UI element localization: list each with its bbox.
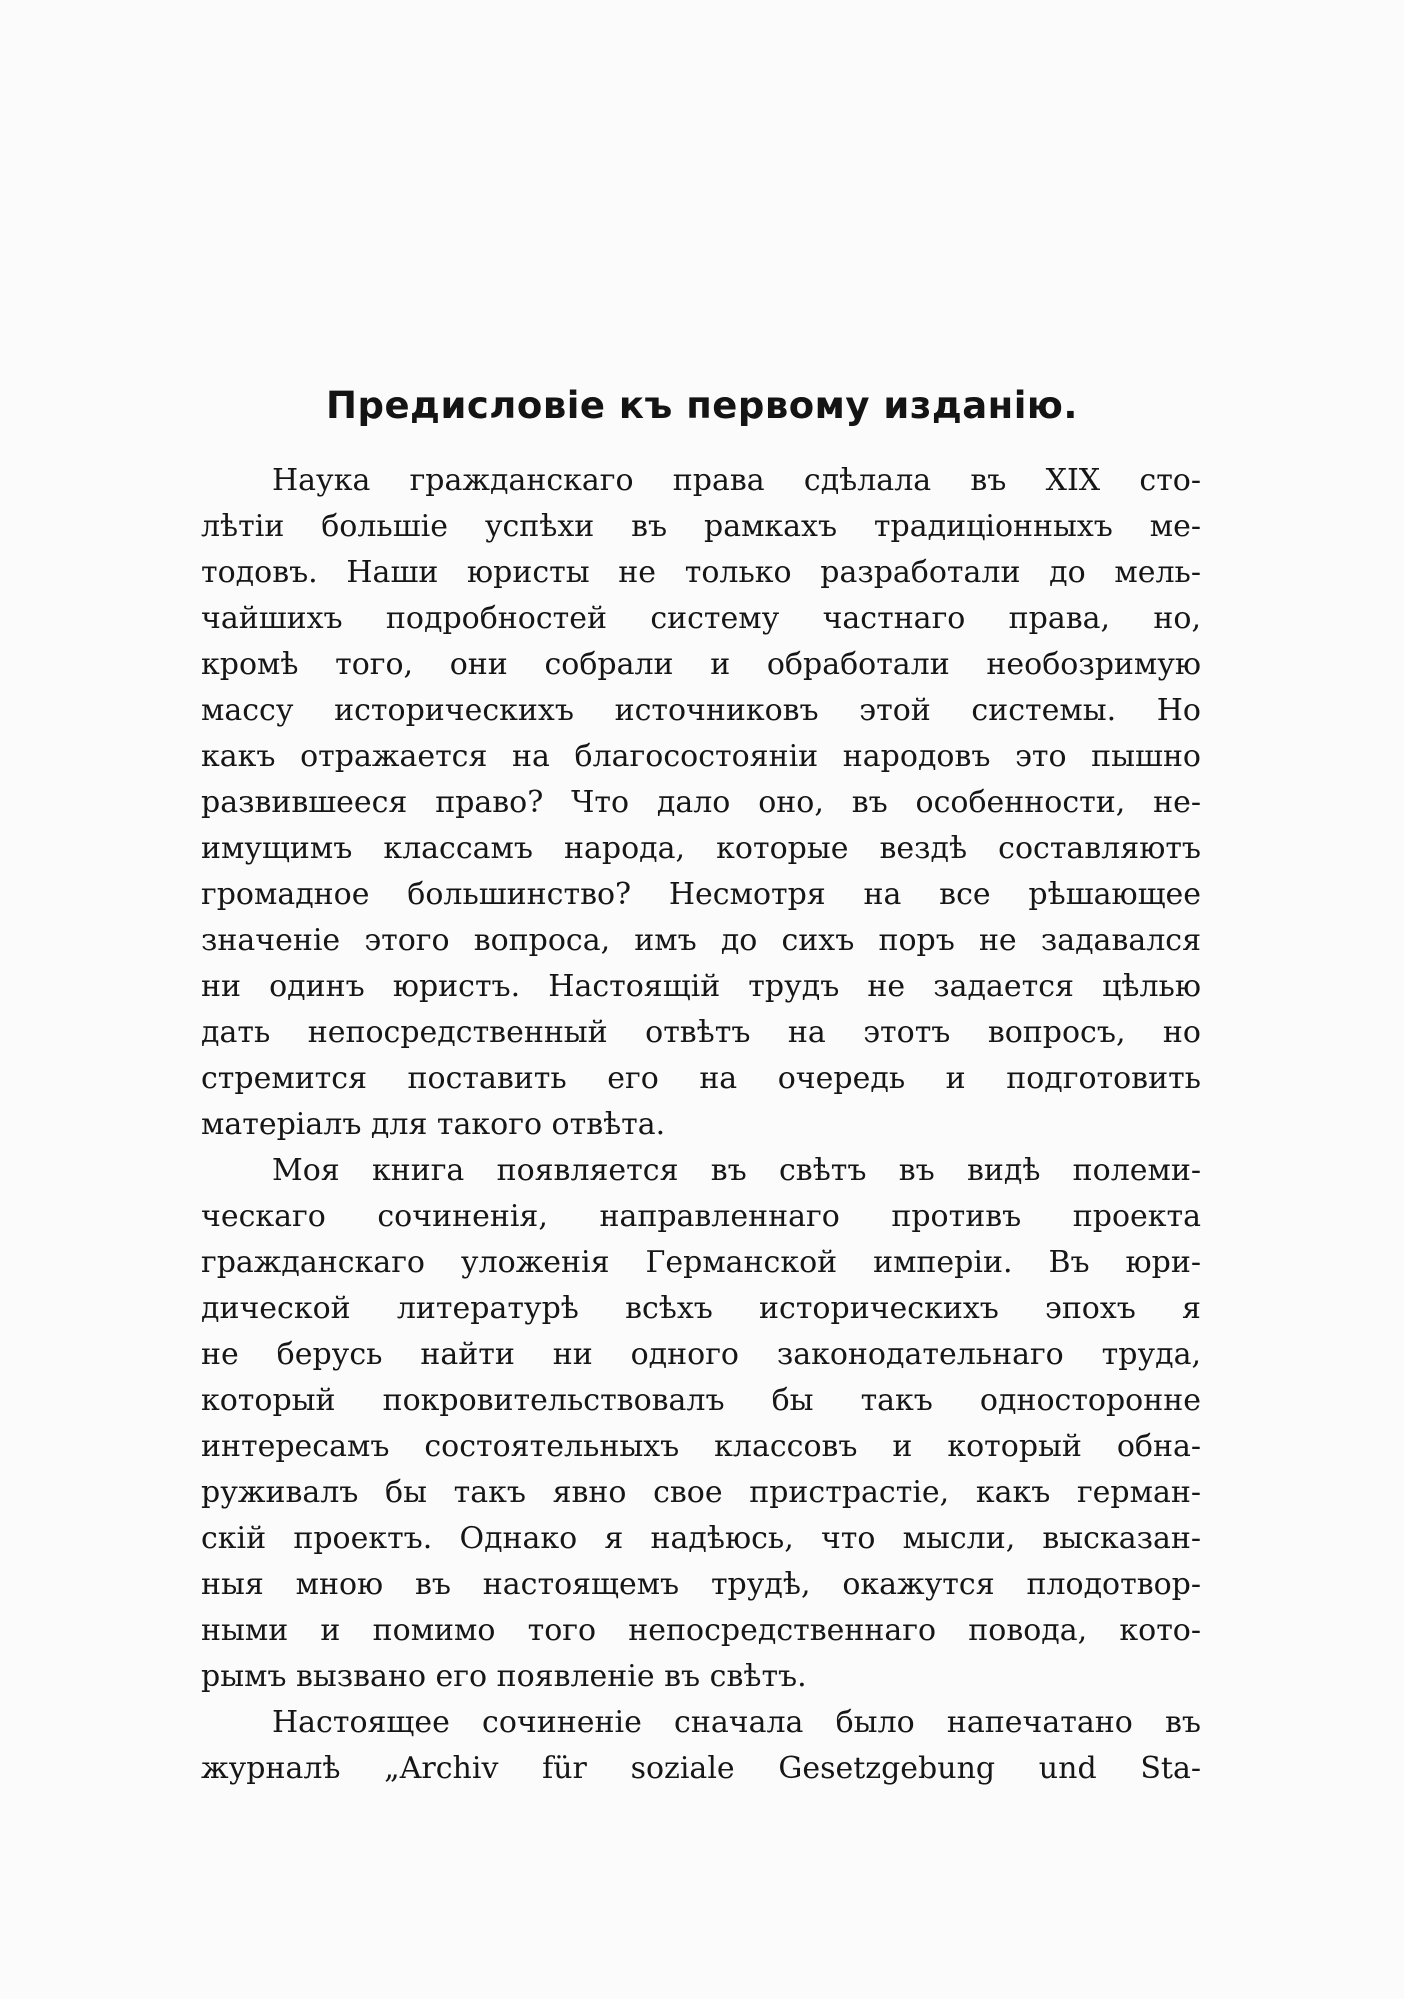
text-line: рымъ вызвано его появленіе въ свѣтъ. [201, 1659, 807, 1694]
paragraph-3 [201, 1700, 1201, 1792]
text-line: который покровительствовалъ бы такъ односторонне [201, 1383, 1201, 1418]
text-line: стремится поставить его на очередь и подготовить [201, 1061, 1201, 1096]
text-line: дать непосредственный отвѣтъ на этотъ вопросъ, но [201, 1015, 1201, 1050]
text-line: ческаго сочиненія, направленнаго противъ проекта [201, 1199, 1201, 1234]
text-line: журналѣ „Archiv für soziale Gesetzgebung und Sta- [201, 1751, 1201, 1786]
paragraph-1 [201, 458, 1201, 1148]
text-line: Наука гражданскаго права сдѣлала въ XIX сто- [272, 463, 1201, 498]
text-line: тодовъ. Наши юристы не только разработали до мель- [201, 555, 1201, 590]
text-line: не берусь найти ни одного законодательнаго труда, [201, 1337, 1201, 1372]
text-line: чайшихъ подробностей систему частнаго права, но, [201, 601, 1201, 636]
text-line: Настоящее сочиненіе сначала было напечатано въ [272, 1705, 1201, 1740]
text-line: гражданскаго уложенія Германской имперіи. Въ юри- [201, 1245, 1201, 1280]
text-line: скій проектъ. Однако я надѣюсь, что мысли, высказан- [201, 1521, 1201, 1556]
text-line: громадное большинство? Несмотря на все рѣшающее [201, 877, 1201, 912]
text-line: ными и помимо того непосредственнаго повода, кото- [201, 1613, 1201, 1648]
text-line: интересамъ состоятельныхъ классовъ и который обна- [201, 1429, 1201, 1464]
text-line: ныя мною въ настоящемъ трудѣ, окажутся плодотвор- [201, 1567, 1201, 1602]
text-line: лѣтіи большіе успѣхи въ рамкахъ традиціонныхъ ме- [201, 509, 1201, 544]
text-line: кромѣ того, они собрали и обработали необозримую [201, 647, 1201, 682]
page-title: Предисловіе къ первому изданію. [326, 384, 1078, 427]
text-line: какъ отражается на благосостояніи народовъ это пышно [201, 739, 1201, 774]
paragraph-2 [201, 1148, 1201, 1700]
text-line: дической литературѣ всѣхъ историческихъ эпохъ я [201, 1291, 1201, 1326]
text-line: матеріалъ для такого отвѣта. [201, 1107, 666, 1142]
text-line: массу историческихъ источниковъ этой системы. Но [201, 693, 1201, 728]
text-line: ни одинъ юристъ. Настоящій трудъ не задается цѣлью [201, 969, 1201, 1004]
text-line: Моя книга появляется въ свѣтъ въ видѣ полеми- [272, 1153, 1201, 1188]
text-line: развившееся право? Что дало оно, въ особенности, не- [201, 785, 1201, 820]
text-line: руживалъ бы такъ явно свое пристрастіе, какъ герман- [201, 1475, 1201, 1510]
body-text [201, 458, 1201, 1792]
text-line: имущимъ классамъ народа, которые вездѣ составляютъ [201, 831, 1201, 866]
text-line: значеніе этого вопроса, имъ до сихъ поръ не задавался [201, 923, 1201, 958]
